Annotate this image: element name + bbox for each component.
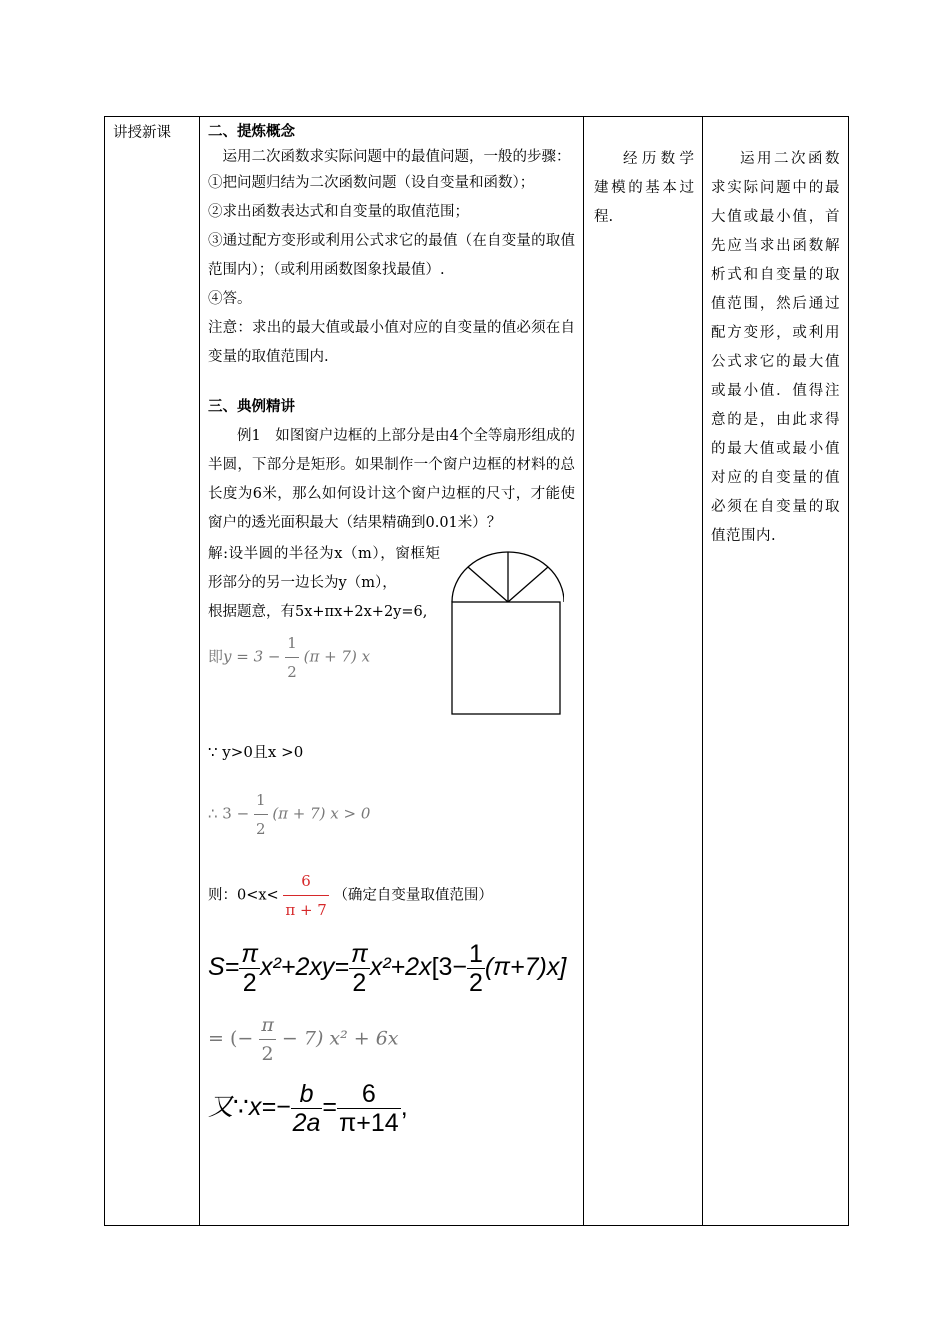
simplified-pi-num: π: [261, 1014, 274, 1036]
area-bracket-open: [3−: [431, 953, 468, 982]
window-diagram: [448, 546, 564, 716]
ineq-lhs: ∴ 3 −: [208, 804, 250, 823]
area-mid-2: x²+2x: [369, 953, 432, 982]
lesson-plan-table: [104, 116, 849, 1226]
simplified-pi-fraction: [259, 1011, 276, 1068]
ineq-frac-den: 2: [254, 814, 268, 843]
content-cell: [200, 117, 584, 1226]
stage-cell: [105, 117, 200, 1226]
area-half-fraction: [467, 940, 485, 997]
ineq-rhs: (π + 7) x > 0: [272, 804, 371, 823]
area-simplified: [208, 1011, 575, 1068]
area-pi-num-2: π: [350, 940, 368, 968]
y-frac-den: 2: [285, 657, 299, 686]
solution-block: [208, 540, 575, 730]
window-rectangle: [452, 602, 560, 714]
vertex-value-num: 6: [361, 1080, 376, 1108]
range-note: （确定自变量取值范围）: [333, 887, 493, 904]
area-pi-den-1: 2: [239, 968, 260, 997]
area-pi-fraction-2: [349, 940, 370, 997]
simplified-rest: − 7) x² + 6x: [281, 1027, 399, 1050]
range-frac-num: 6: [301, 872, 311, 890]
vertex-value-den: π+14: [339, 1109, 399, 1137]
range-line: [208, 867, 575, 924]
design-intent-text: 运用二次函数求实际问题中的最大值或最小值，首先应当求出函数解析式和自变量的取值范围，然后通过配方变形，或利用公式求它的最大值或最小值．值得注意的是，由此求得的最大值或最小值对应的自变量的值必须在自变量的取值范围内.: [711, 151, 840, 544]
vertex-equals: =: [322, 1093, 338, 1122]
step-4: ④答。: [208, 291, 252, 307]
step-1: ①把问题归结为二次函数问题（设自变量和函数）；: [208, 175, 535, 191]
step-2: ②求出函数表达式和自变量的取值范围；: [208, 204, 469, 220]
y-lhs: y = 3 −: [223, 647, 281, 666]
y-frac-num: 1: [287, 634, 297, 652]
area-bracket-close: (π+7)x]: [484, 953, 567, 982]
note-text: 注意：求出的最大值或最小值对应的自变量的值必须在自变量的取值范围内.: [208, 320, 575, 365]
area-pi-den-2: 2: [349, 968, 370, 997]
vertex-b-num: b: [299, 1080, 314, 1108]
vertex-comma: ,: [400, 1093, 408, 1122]
simplified-open: = (−: [208, 1027, 254, 1050]
solution-equation: 根据题意，有5x+πx+2x+2y=6,: [208, 604, 428, 620]
area-half-den: 2: [469, 969, 483, 997]
inequality: [208, 786, 575, 843]
vertex-b-fraction: [291, 1080, 323, 1137]
sector-line-right: [508, 567, 548, 602]
design-intent-cell: [703, 117, 849, 1226]
area-mid-1: x²+2xy=: [260, 953, 349, 982]
stage-label: 讲授新课: [113, 125, 171, 141]
table-row: [105, 117, 849, 1226]
area-pi-fraction-1: [239, 940, 260, 997]
area-half-num: 1: [469, 940, 483, 968]
area-formula: [208, 940, 575, 997]
section2-title: 二、提炼概念: [208, 124, 295, 140]
intro-text: 运用二次函数求实际问题中的最值问题，一般的步骤：: [222, 149, 571, 165]
example-text: 例1 如图窗户边框的上部分是由4个全等扇形组成的半圆，下部分是矩形。如果制作一个窗户边框的材料的总长度为6米，那么如何设计这个窗户边框的尺寸，才能使窗户的透光面积最大（结果精确到0.01米）？: [208, 428, 575, 531]
student-activity-cell: [584, 117, 703, 1226]
vertex-b-den: 2a: [292, 1109, 321, 1137]
section3-title: 三、典例精讲: [208, 399, 295, 415]
y-prefix: 即: [208, 647, 224, 666]
solution-setup: 解:设半圆的半径为x（m），窗框矩形部分的另一边长为y（m），: [208, 546, 440, 591]
range-prefix: 则：0<x<: [208, 887, 279, 904]
y-rhs: (π + 7) x: [303, 647, 371, 666]
student-activity-text: 经历数学建模的基本过程.: [594, 151, 694, 225]
simplified-pi-den: 2: [259, 1039, 276, 1068]
sector-line-left: [468, 567, 508, 602]
vertex-formula: [208, 1080, 575, 1137]
positivity-condition: ∵ y>0且x >0: [208, 743, 304, 761]
range-frac-den: π + 7: [283, 895, 329, 924]
area-pi-num-1: π: [241, 940, 259, 968]
vertex-value-fraction: [337, 1080, 401, 1137]
vertex-prefix: 又∵x=−: [208, 1093, 291, 1122]
y-half-fraction: [285, 629, 299, 686]
ineq-half-fraction: [254, 786, 268, 843]
step-3: ③通过配方变形或利用公式求它的最值（在自变量的取值范围内）；（或利用函数图象找最值）.: [208, 233, 575, 278]
area-lhs: S=: [208, 953, 240, 982]
range-fraction: [283, 867, 329, 924]
ineq-frac-num: 1: [255, 791, 266, 809]
